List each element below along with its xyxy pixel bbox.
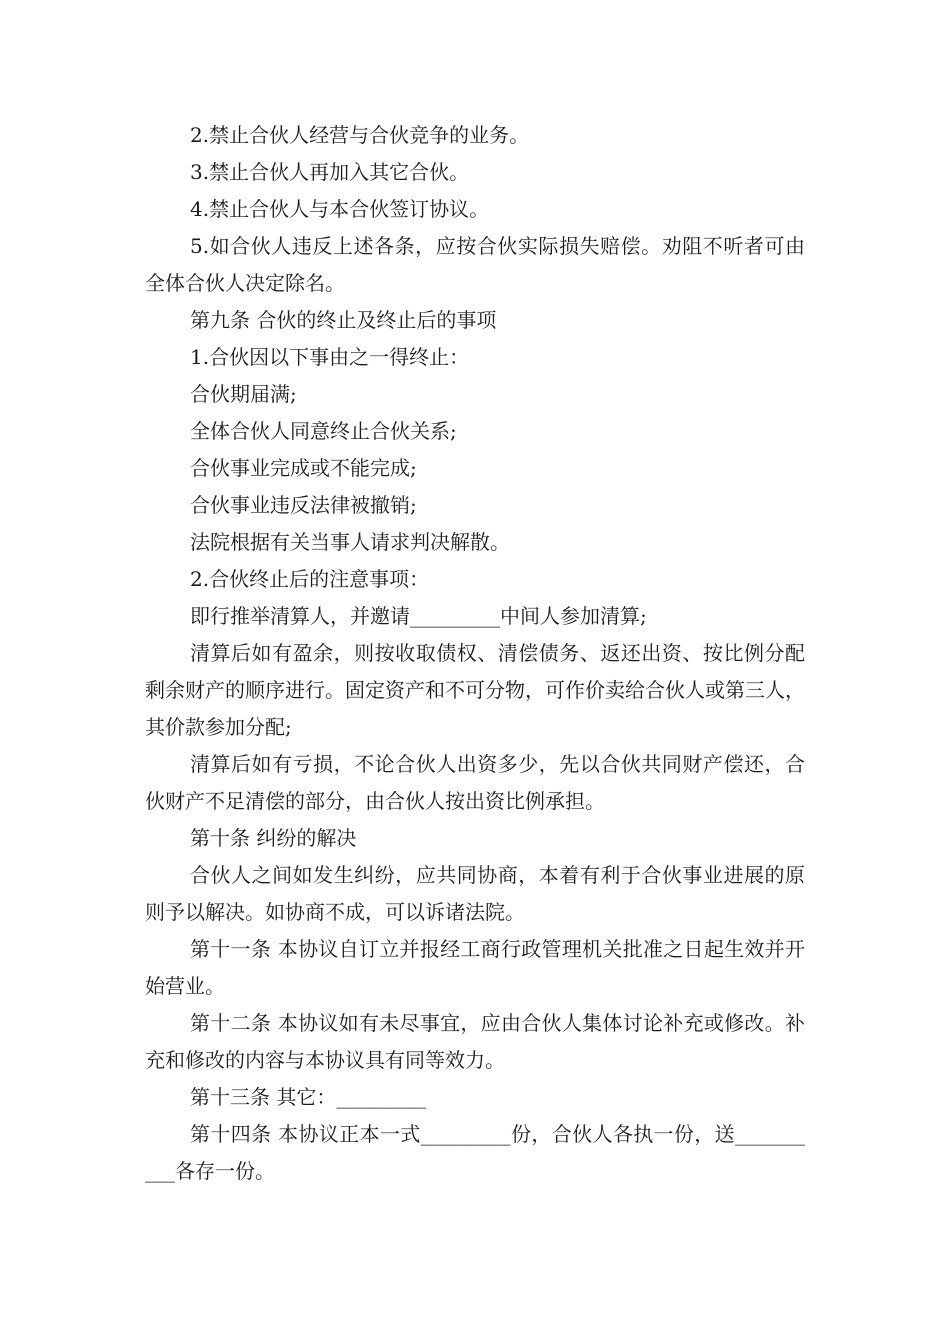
paragraph: 5.如合伙人违反上述各条，应按合伙实际损失赔偿。劝阻不听者可由全体合伙人决定除名。 — [145, 234, 805, 295]
paragraph: 1.合伙因以下事由之一得终止： — [190, 345, 470, 369]
section-heading: 第十条 纠纷的解决 — [190, 826, 357, 850]
section-heading: 第九条 合伙的终止及终止后的事项 — [190, 308, 497, 332]
paragraph: 第十四条 本协议正本一式_________份，合伙人各执一份，送__________各存一份。 — [145, 1122, 805, 1183]
list-item: 合伙事业违反法律被撤销; — [190, 493, 417, 517]
list-item: 合伙事业完成或不能完成; — [190, 456, 417, 480]
paragraph: 2.合伙终止后的注意事项： — [190, 567, 430, 591]
paragraph: 第十二条 本协议如有未尽事宜，应由合伙人集体讨论补充或修改。补充和修改的内容与本协议具有同等效力。 — [145, 1011, 805, 1072]
paragraph: 3.禁止合伙人再加入其它合伙。 — [190, 160, 470, 184]
paragraph: 第十三条 其它：_________ — [190, 1085, 427, 1109]
paragraph: 第十一条 本协议自订立并报经工商行政管理机关批准之日起生效并开始营业。 — [145, 937, 805, 998]
list-item: 全体合伙人同意终止合伙关系; — [190, 419, 457, 443]
document-page — [145, 117, 805, 1190]
paragraph: 即行推举清算人，并邀请_________中间人参加清算; — [190, 604, 647, 628]
paragraph: 清算后如有亏损，不论合伙人出资多少，先以合伙共同财产偿还，合伙财产不足清偿的部分，由合伙人按出资比例承担。 — [145, 752, 805, 813]
list-item: 法院根据有关当事人请求判决解散。 — [190, 530, 510, 554]
paragraph: 清算后如有盈余，则按收取债权、清偿债务、返还出资、按比例分配剩余财产的顺序进行。固定资产和不可分物，可作价卖给合伙人或第三人，其价款参加分配; — [145, 641, 805, 739]
paragraph: 合伙人之间如发生纠纷，应共同协商，本着有利于合伙事业进展的原则予以解决。如协商不成，可以诉诸法院。 — [145, 863, 805, 924]
paragraph: 2.禁止合伙人经营与合伙竞争的业务。 — [190, 123, 530, 147]
list-item: 合伙期届满; — [190, 382, 297, 406]
paragraph: 4.禁止合伙人与本合伙签订协议。 — [190, 197, 490, 221]
